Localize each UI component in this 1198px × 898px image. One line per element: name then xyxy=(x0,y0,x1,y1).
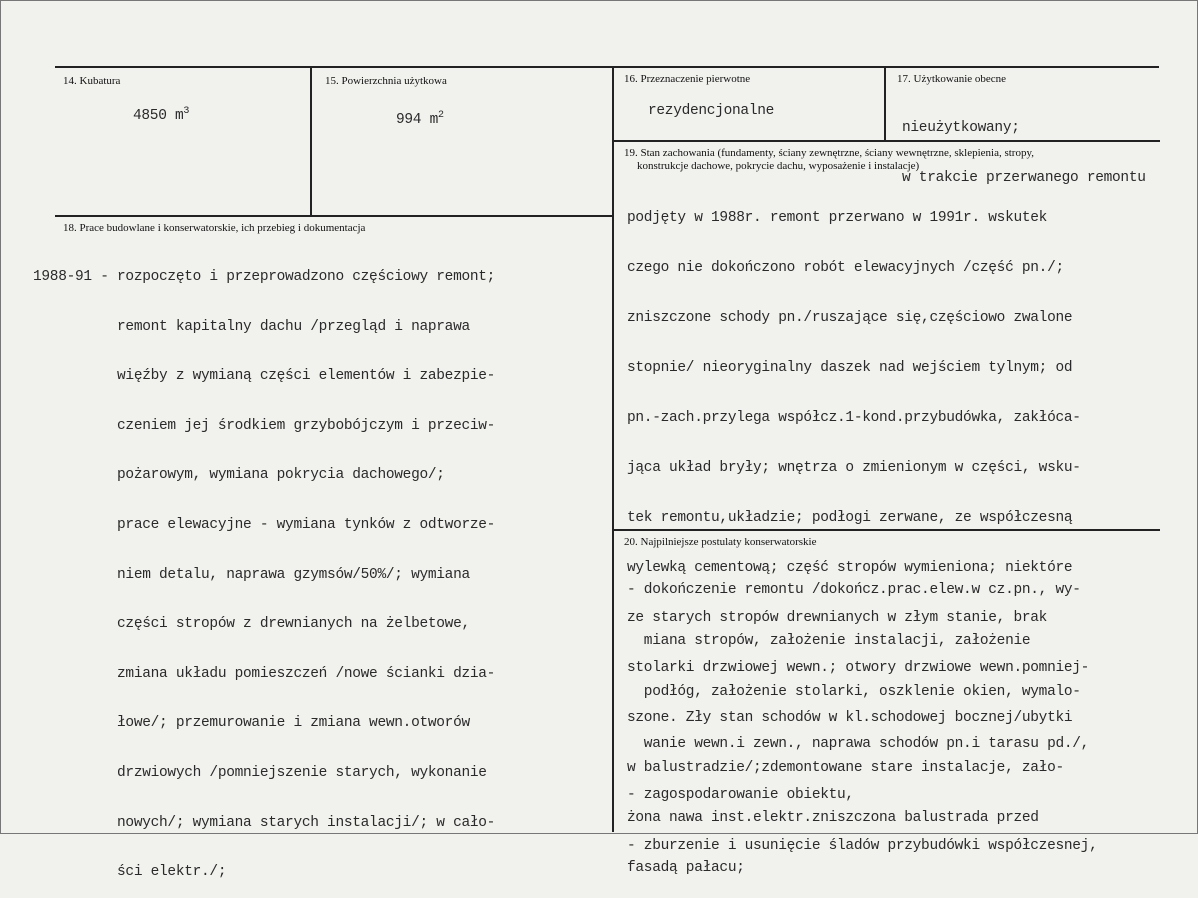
postulaty-label: 20. Najpilniejsze postulaty konserwatorskie xyxy=(624,536,817,548)
stan-line: żona nawa inst.elektr.zniszczona balustrada przed xyxy=(627,810,1039,826)
prace-line: prace elewacyjne - wymiana tynków z odtworze- xyxy=(33,516,496,533)
prace-text xyxy=(33,237,495,898)
divider-16-17 xyxy=(884,66,886,141)
prace-line: części stropów z drewnianych na żelbetowe, xyxy=(33,616,470,633)
prace-line: niem detalu, naprawa gzymsów/50%/; wymiana xyxy=(33,566,470,583)
przeznaczenie-value: rezydencjonalne xyxy=(648,103,775,119)
uzytkowanie-line: w trakcie przerwanego remontu xyxy=(902,169,1146,186)
stan-line: zniszczone schody pn./ruszające się,częściowo zwalone xyxy=(627,310,1073,326)
stan-zachowania-label-line2: konstrukcje dachowe, pokrycie dachu, wyposażenie i instalacje) xyxy=(637,160,920,172)
kubatura-number: 4850 m xyxy=(133,107,184,124)
prace-line: pożarowym, wymiana pokrycia dachowego/; xyxy=(33,467,445,484)
postulat-line: - zagospodarowanie obiektu, xyxy=(627,786,854,803)
prace-line: ści elektr./; xyxy=(33,864,227,881)
stan-line: stolarki drzwiowej wewn.; otwory drzwiowe wewn.pomniej- xyxy=(627,660,1090,676)
powierzchnia-unit-exponent: 2 xyxy=(438,110,444,121)
center-divider xyxy=(612,66,614,832)
postulat-line: podłóg, założenie stolarki, oszklenie okien, wymalo- xyxy=(627,684,1081,701)
stan-line: stopnie/ nieoryginalny daszek nad wejściem tylnym; od xyxy=(627,360,1073,376)
prace-line: 1988-91 - rozpoczęto i przeprowadzono częściowy remont; xyxy=(33,269,496,285)
stan-line: wylewką cementową; część stropów wymieniona; niektóre xyxy=(627,560,1073,576)
divider-14-15 xyxy=(310,66,312,216)
stan-line: jąca układ bryły; wnętrza o zmienionym w części, wsku- xyxy=(627,460,1081,476)
prace-line: nowych/; wymiana starych instalacji/; w cało- xyxy=(33,814,496,831)
stan-line: szone. Zły stan schodów w kl.schodowej bocznej/ubytki xyxy=(627,710,1073,726)
stan-line: w balustradzie/;zdemontowane stare instalacje, zało- xyxy=(627,760,1064,776)
prace-line: drzwiowych /pomniejszenie starych, wykonanie xyxy=(33,764,487,781)
postulat-line: wanie wewn.i zewn., naprawa schodów pn.i tarasu pd./, xyxy=(627,735,1090,752)
top-rule xyxy=(55,66,1159,68)
stan-line: ze starych stropów drewnianych w złym stanie, brak xyxy=(627,610,1048,626)
powierzchnia-number: 994 m xyxy=(396,111,439,128)
stan-line: tek remontu,układzie; podłogi zerwane, ze współczesną xyxy=(627,510,1073,526)
prace-line: więźby z wymianą części elementów i zabezpie- xyxy=(33,368,496,385)
kubatura-value xyxy=(133,106,189,124)
stan-zachowania-label-line1: 19. Stan zachowania (fundamenty, ściany zewnętrzne, ściany wewnętrzne, sklepienia, stropy, xyxy=(624,147,1035,159)
powierzchnia-label: 15. Powierzchnia użytkowa xyxy=(325,75,447,87)
prace-line: łowe/; przemurowanie i zmiana wewn.otworów xyxy=(33,715,470,732)
kubatura-unit-exponent: 3 xyxy=(183,106,190,117)
kubatura-label: 14. Kubatura xyxy=(63,75,121,87)
postulat-line: miana stropów, założenie instalacji, założenie xyxy=(627,633,1031,650)
prace-line: zmiana układu pomieszczeń /nowe ścianki dzia- xyxy=(33,665,496,682)
rule-18-top xyxy=(55,215,613,217)
powierzchnia-value xyxy=(396,110,444,128)
stan-line: podjęty w 1988r. remont przerwano w 1991r. wskutek xyxy=(627,210,1048,226)
prace-line: czeniem jej środkiem grzybobójczym i przeciw- xyxy=(33,417,496,434)
postulat-line: - dokończenie remontu /dokończ.prac.elew.w cz.pn., wy- xyxy=(627,582,1081,598)
postulaty-text xyxy=(627,549,1097,872)
przeznaczenie-label: 16. Przeznaczenie pierwotne xyxy=(624,73,751,85)
stan-line: czego nie dokończono robót elewacyjnych /część pn./; xyxy=(627,260,1064,276)
uzytkowanie-line: nieużytkowany; xyxy=(902,120,1020,136)
prace-line: remont kapitalny dachu /przegląd i naprawa xyxy=(33,318,470,335)
postulat-line: - zburzenie i usunięcie śladów przybudówki współczesnej, xyxy=(627,837,1098,854)
prace-label: 18. Prace budowlane i konserwatorskie, ich przebieg i dokumentacja xyxy=(63,222,366,234)
stan-line: pn.-zach.przylega współcz.1-kond.przybudówka, zakłóca- xyxy=(627,410,1081,426)
stan-line: fasadą pałacu; xyxy=(627,860,745,876)
uzytkowanie-label: 17. Użytkowanie obecne xyxy=(897,73,1007,85)
